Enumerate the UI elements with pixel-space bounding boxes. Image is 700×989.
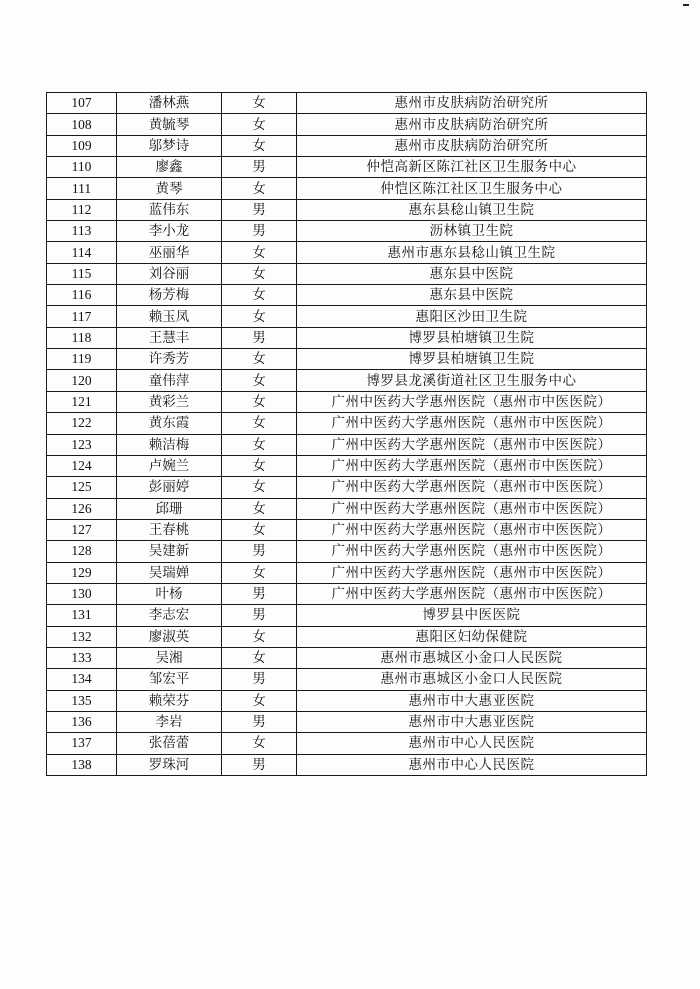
row-number: 133 bbox=[47, 647, 117, 668]
person-name: 罗珠河 bbox=[117, 754, 222, 775]
person-sex: 女 bbox=[222, 391, 297, 412]
person-sex: 女 bbox=[222, 349, 297, 370]
row-number: 122 bbox=[47, 413, 117, 434]
person-name: 巫丽华 bbox=[117, 242, 222, 263]
person-sex: 男 bbox=[222, 221, 297, 242]
table-row bbox=[47, 690, 647, 711]
person-sex: 女 bbox=[222, 413, 297, 434]
row-number: 126 bbox=[47, 498, 117, 519]
table-row bbox=[47, 562, 647, 583]
table-row bbox=[47, 477, 647, 498]
person-sex: 女 bbox=[222, 263, 297, 284]
person-name: 刘谷丽 bbox=[117, 263, 222, 284]
table-row bbox=[47, 157, 647, 178]
table-row bbox=[47, 754, 647, 775]
person-name: 李岩 bbox=[117, 711, 222, 732]
row-number: 128 bbox=[47, 541, 117, 562]
work-unit: 惠阳区沙田卫生院 bbox=[297, 306, 647, 327]
person-name: 李志宏 bbox=[117, 605, 222, 626]
person-name: 吴建新 bbox=[117, 541, 222, 562]
person-name: 童伟萍 bbox=[117, 370, 222, 391]
row-number: 130 bbox=[47, 583, 117, 604]
table-row bbox=[47, 455, 647, 476]
person-name: 赖洁梅 bbox=[117, 434, 222, 455]
roster-table-body bbox=[47, 93, 647, 776]
work-unit: 博罗县柏塘镇卫生院 bbox=[297, 349, 647, 370]
person-name: 张蓓蕾 bbox=[117, 733, 222, 754]
person-name: 黄毓琴 bbox=[117, 114, 222, 135]
row-number: 108 bbox=[47, 114, 117, 135]
work-unit: 惠阳区妇幼保健院 bbox=[297, 626, 647, 647]
row-number: 138 bbox=[47, 754, 117, 775]
row-number: 125 bbox=[47, 477, 117, 498]
person-sex: 女 bbox=[222, 647, 297, 668]
person-sex: 女 bbox=[222, 242, 297, 263]
person-name: 邹宏平 bbox=[117, 669, 222, 690]
table-row bbox=[47, 669, 647, 690]
work-unit: 惠州市中心人民医院 bbox=[297, 733, 647, 754]
person-name: 黄彩兰 bbox=[117, 391, 222, 412]
person-sex: 男 bbox=[222, 541, 297, 562]
table-row bbox=[47, 327, 647, 348]
work-unit: 惠东县稔山镇卫生院 bbox=[297, 199, 647, 220]
person-sex: 女 bbox=[222, 626, 297, 647]
work-unit: 博罗县龙溪街道社区卫生服务中心 bbox=[297, 370, 647, 391]
person-name: 赖荣芬 bbox=[117, 690, 222, 711]
row-number: 119 bbox=[47, 349, 117, 370]
row-number: 114 bbox=[47, 242, 117, 263]
table-row bbox=[47, 178, 647, 199]
table-row bbox=[47, 733, 647, 754]
table-row bbox=[47, 519, 647, 540]
work-unit: 广州中医药大学惠州医院（惠州市中医医院） bbox=[297, 498, 647, 519]
person-name: 黄琴 bbox=[117, 178, 222, 199]
table-row bbox=[47, 391, 647, 412]
row-number: 107 bbox=[47, 93, 117, 114]
person-sex: 男 bbox=[222, 711, 297, 732]
person-name: 邱珊 bbox=[117, 498, 222, 519]
person-sex: 女 bbox=[222, 178, 297, 199]
person-sex: 女 bbox=[222, 93, 297, 114]
person-name: 王春桃 bbox=[117, 519, 222, 540]
person-sex: 女 bbox=[222, 370, 297, 391]
table-row bbox=[47, 605, 647, 626]
work-unit: 广州中医药大学惠州医院（惠州市中医医院） bbox=[297, 519, 647, 540]
table-row bbox=[47, 114, 647, 135]
row-number: 110 bbox=[47, 157, 117, 178]
row-number: 116 bbox=[47, 285, 117, 306]
table-row bbox=[47, 541, 647, 562]
table-row bbox=[47, 413, 647, 434]
person-sex: 女 bbox=[222, 306, 297, 327]
row-number: 120 bbox=[47, 370, 117, 391]
row-number: 109 bbox=[47, 135, 117, 156]
work-unit: 惠州市惠城区小金口人民医院 bbox=[297, 647, 647, 668]
row-number: 124 bbox=[47, 455, 117, 476]
row-number: 132 bbox=[47, 626, 117, 647]
work-unit: 惠州市皮肤病防治研究所 bbox=[297, 114, 647, 135]
table-row bbox=[47, 349, 647, 370]
person-sex: 女 bbox=[222, 114, 297, 135]
row-number: 112 bbox=[47, 199, 117, 220]
person-sex: 女 bbox=[222, 285, 297, 306]
row-number: 129 bbox=[47, 562, 117, 583]
row-number: 117 bbox=[47, 306, 117, 327]
person-sex: 男 bbox=[222, 327, 297, 348]
person-name: 彭丽婷 bbox=[117, 477, 222, 498]
work-unit: 惠州市中大惠亚医院 bbox=[297, 690, 647, 711]
person-name: 王慧丰 bbox=[117, 327, 222, 348]
row-number: 131 bbox=[47, 605, 117, 626]
work-unit: 广州中医药大学惠州医院（惠州市中医医院） bbox=[297, 413, 647, 434]
person-sex: 女 bbox=[222, 733, 297, 754]
person-name: 吴瑞婵 bbox=[117, 562, 222, 583]
work-unit: 沥林镇卫生院 bbox=[297, 221, 647, 242]
work-unit: 惠州市中心人民医院 bbox=[297, 754, 647, 775]
person-name: 赖玉凤 bbox=[117, 306, 222, 327]
person-sex: 男 bbox=[222, 669, 297, 690]
row-number: 121 bbox=[47, 391, 117, 412]
work-unit: 广州中医药大学惠州医院（惠州市中医医院） bbox=[297, 562, 647, 583]
person-sex: 男 bbox=[222, 754, 297, 775]
person-name: 李小龙 bbox=[117, 221, 222, 242]
work-unit: 博罗县柏塘镇卫生院 bbox=[297, 327, 647, 348]
person-name: 黄东霞 bbox=[117, 413, 222, 434]
person-sex: 男 bbox=[222, 605, 297, 626]
work-unit: 广州中医药大学惠州医院（惠州市中医医院） bbox=[297, 455, 647, 476]
person-name: 邬梦诗 bbox=[117, 135, 222, 156]
work-unit: 仲恺高新区陈江社区卫生服务中心 bbox=[297, 157, 647, 178]
table-row bbox=[47, 93, 647, 114]
work-unit: 惠东县中医院 bbox=[297, 285, 647, 306]
row-number: 111 bbox=[47, 178, 117, 199]
person-name: 廖鑫 bbox=[117, 157, 222, 178]
row-number: 136 bbox=[47, 711, 117, 732]
row-number: 113 bbox=[47, 221, 117, 242]
table-row bbox=[47, 711, 647, 732]
person-name: 蓝伟东 bbox=[117, 199, 222, 220]
table-row bbox=[47, 370, 647, 391]
work-unit: 广州中医药大学惠州医院（惠州市中医医院） bbox=[297, 583, 647, 604]
table-row bbox=[47, 647, 647, 668]
person-name: 叶杨 bbox=[117, 583, 222, 604]
work-unit: 广州中医药大学惠州医院（惠州市中医医院） bbox=[297, 477, 647, 498]
work-unit: 仲恺区陈江社区卫生服务中心 bbox=[297, 178, 647, 199]
table-row bbox=[47, 306, 647, 327]
person-name: 许秀芳 bbox=[117, 349, 222, 370]
person-name: 廖淑英 bbox=[117, 626, 222, 647]
work-unit: 惠州市惠城区小金口人民医院 bbox=[297, 669, 647, 690]
person-sex: 女 bbox=[222, 690, 297, 711]
person-sex: 女 bbox=[222, 135, 297, 156]
table-row bbox=[47, 263, 647, 284]
roster-table bbox=[46, 92, 647, 776]
corner-mark bbox=[683, 4, 689, 6]
person-sex: 女 bbox=[222, 455, 297, 476]
person-sex: 男 bbox=[222, 583, 297, 604]
person-name: 潘林燕 bbox=[117, 93, 222, 114]
work-unit: 广州中医药大学惠州医院（惠州市中医医院） bbox=[297, 541, 647, 562]
table-row bbox=[47, 199, 647, 220]
row-number: 137 bbox=[47, 733, 117, 754]
table-row bbox=[47, 583, 647, 604]
person-name: 杨芳梅 bbox=[117, 285, 222, 306]
work-unit: 广州中医药大学惠州医院（惠州市中医医院） bbox=[297, 391, 647, 412]
work-unit: 博罗县中医医院 bbox=[297, 605, 647, 626]
work-unit: 惠州市皮肤病防治研究所 bbox=[297, 135, 647, 156]
person-sex: 男 bbox=[222, 157, 297, 178]
person-sex: 女 bbox=[222, 562, 297, 583]
row-number: 134 bbox=[47, 669, 117, 690]
table-row bbox=[47, 242, 647, 263]
row-number: 118 bbox=[47, 327, 117, 348]
person-sex: 女 bbox=[222, 434, 297, 455]
table-row bbox=[47, 626, 647, 647]
person-name: 卢婉兰 bbox=[117, 455, 222, 476]
person-sex: 男 bbox=[222, 199, 297, 220]
work-unit: 惠东县中医院 bbox=[297, 263, 647, 284]
person-name: 吴湘 bbox=[117, 647, 222, 668]
row-number: 127 bbox=[47, 519, 117, 540]
table-row bbox=[47, 221, 647, 242]
table-row bbox=[47, 285, 647, 306]
row-number: 123 bbox=[47, 434, 117, 455]
work-unit: 惠州市皮肤病防治研究所 bbox=[297, 93, 647, 114]
row-number: 115 bbox=[47, 263, 117, 284]
work-unit: 惠州市惠东县稔山镇卫生院 bbox=[297, 242, 647, 263]
table-row bbox=[47, 498, 647, 519]
person-sex: 女 bbox=[222, 498, 297, 519]
work-unit: 惠州市中大惠亚医院 bbox=[297, 711, 647, 732]
row-number: 135 bbox=[47, 690, 117, 711]
person-sex: 女 bbox=[222, 477, 297, 498]
table-row bbox=[47, 434, 647, 455]
person-sex: 女 bbox=[222, 519, 297, 540]
table-row bbox=[47, 135, 647, 156]
work-unit: 广州中医药大学惠州医院（惠州市中医医院） bbox=[297, 434, 647, 455]
